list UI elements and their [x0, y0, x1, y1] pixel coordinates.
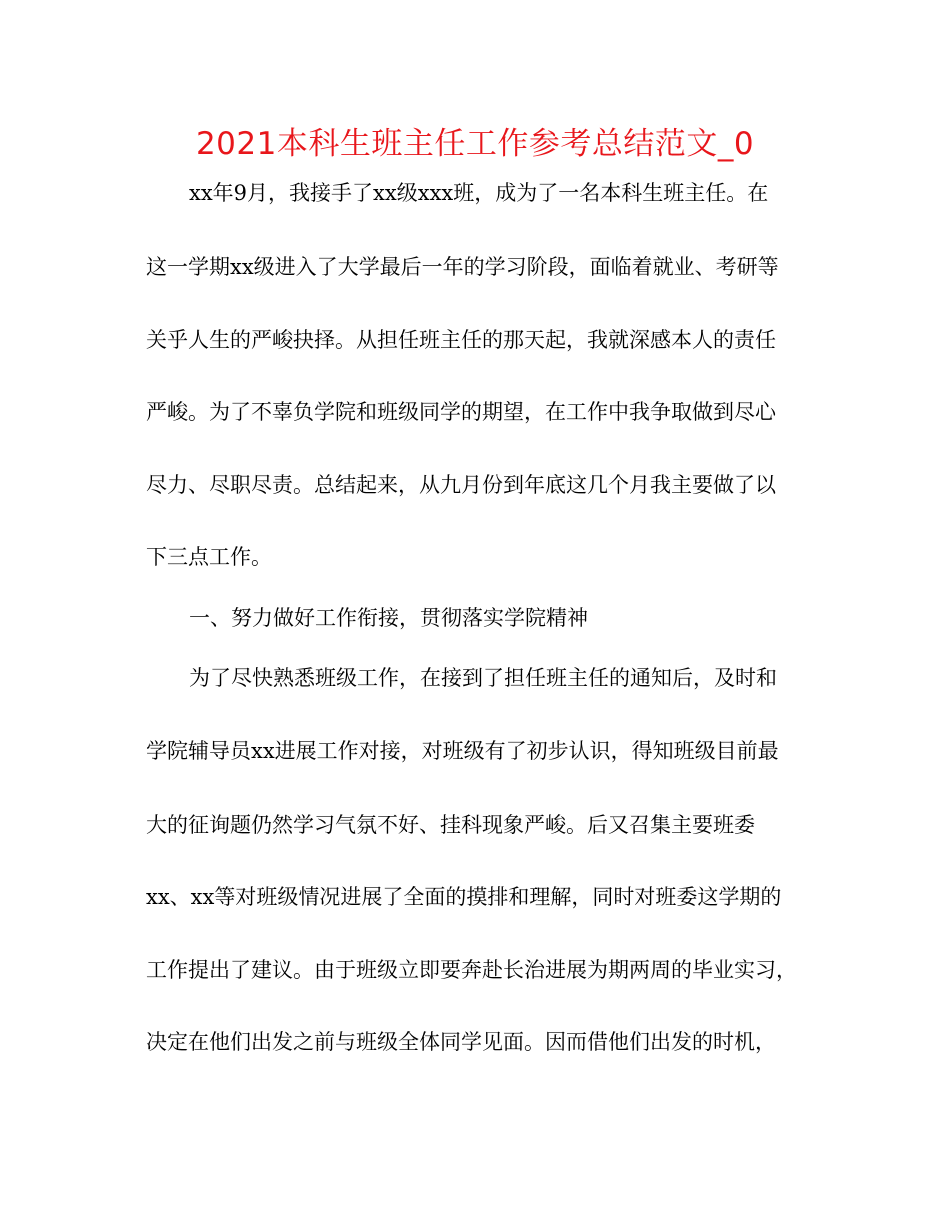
paragraph-line: xx、xx等对班级情况进展了全面的摸排和理解，同时对班委这学期的	[146, 885, 782, 909]
paragraph-line: 下三点工作。	[146, 545, 272, 569]
paragraph-line: 尽力、尽职尽责。总结起来，从九月份到年底这几个月我主要做了以	[146, 473, 776, 497]
paragraph-line: 工作提出了建议。由于班级立即要奔赴长治进展为期两周的毕业实习，	[146, 958, 797, 982]
paragraph-line: 这一学期xx级进入了大学最后一年的学习阶段，面临着就业、考研等	[146, 255, 779, 279]
paragraph-line: 决定在他们出发之前与班级全体同学见面。因而借他们出发的时机，	[146, 1030, 776, 1054]
paragraph-line: 大的征询题仍然学习气氛不好、挂科现象严峻。后又召集主要班委	[146, 813, 755, 837]
paragraph-line: 严峻。为了不辜负学院和班级同学的期望，在工作中我争取做到尽心	[146, 400, 776, 424]
paragraph-line: 关乎人生的严峻抉择。从担任班主任的那天起，我就深感本人的责任	[146, 328, 776, 352]
section-heading: 一、努力做好工作衔接，贯彻落实学院精神	[189, 606, 588, 630]
paragraph-line: 学院辅导员xx进展工作对接，对班级有了初步认识，得知班级目前最	[146, 739, 779, 763]
paragraph-line: xx年9月，我接手了xx级xxx班，成为了一名本科生班主任。在	[189, 181, 769, 205]
document-title: 2021本科生班主任工作参考总结范文_0	[195, 126, 755, 162]
paragraph-line: 为了尽快熟悉班级工作，在接到了担任班主任的通知后，及时和	[189, 666, 777, 690]
